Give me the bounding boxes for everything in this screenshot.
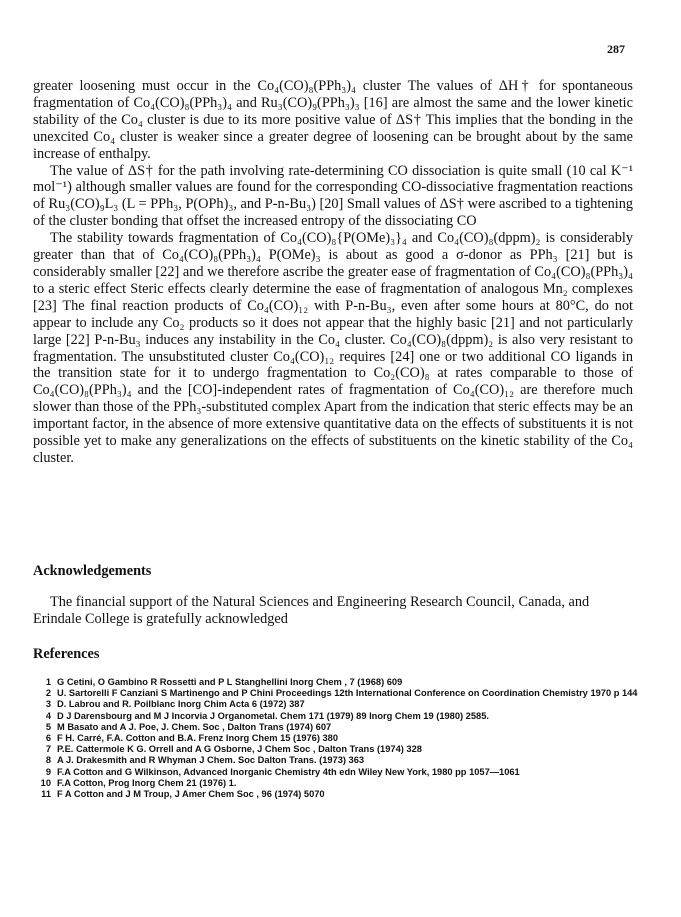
- reference-number: 1: [45, 677, 51, 687]
- reference-number: 9: [45, 766, 51, 777]
- reference-number: 11: [41, 789, 51, 800]
- reference-text: U. Sartorelli F Canziani S Martinengo and P Chini Proceedings 12th International Conference on Coordination Chemistry 1970 p 144: [57, 688, 638, 699]
- reference-text: F H. Carré, F.A. Cotton and B.A. Frenz Inorg Chem 15 (1976) 380: [57, 733, 339, 744]
- reference-list: [33, 677, 645, 800]
- reference-text: G Cetini, O Gambino R Rossetti and P L Stanghellini Inorg Chem , 7 (1968) 609: [57, 677, 403, 687]
- reference-text: P.E. Cattermole K G. Orrell and A G Osborne, J Chem Soc , Dalton Trans (1974) 328: [57, 744, 422, 755]
- reference-item: [33, 778, 645, 789]
- acknowledgements-heading: Acknowledgements: [33, 563, 152, 579]
- reference-number: 4: [45, 710, 51, 721]
- reference-number: 3: [45, 699, 51, 710]
- reference-text: F A Cotton and J M Troup, J Amer Chem Soc , 96 (1974) 5070: [57, 789, 325, 800]
- reference-item: [33, 699, 645, 710]
- reference-text: F.A Cotton, Prog Inorg Chem 21 (1976) 1.: [57, 777, 237, 788]
- reference-number: 2: [45, 688, 51, 699]
- reference-text: D J Darensbourg and M J Incorvia J Organometal. Chem 171 (1979) 89 Inorg Chem 19 (1980) 2585.: [57, 710, 489, 721]
- paragraph-1: greater loosening must occur in the Co₄(CO)₈(PPh₃)₄ cluster The values of ΔH† for spontaneous fragmentation of Co₄(CO)₈(PPh₃)₄ and Ru₃(CO)₉(PPh₃)₃ [16] are almost the same and the lower kinetic stability of the Co₄ cluster is due to its more positive value of ΔS† This implies that the bonding in the unexcited Co₄ cluster is weaker since a greater degree of loosening can be brought about by the same increase of enthalpy.: [33, 78, 633, 162]
- reference-item: [33, 688, 645, 699]
- reference-number: 5: [45, 721, 51, 732]
- reference-text: D. Labrou and R. Poilblanc Inorg Chim Acta 6 (1972) 387: [57, 699, 305, 710]
- reference-item: [33, 744, 645, 755]
- reference-text: A J. Drakesmith and R Whyman J Chem. Soc Dalton Trans. (1973) 363: [57, 755, 365, 766]
- reference-number: 7: [45, 744, 51, 755]
- reference-text: F.A Cotton and G Wilkinson, Advanced Inorganic Chemistry 4th edn Wiley New York, 1980 pp 1057—1061: [57, 766, 520, 777]
- reference-number: 10: [40, 777, 51, 788]
- references-heading: References: [33, 646, 100, 662]
- paragraph-3: The stability towards fragmentation of Co₄(CO)₈{P(OMe)₃}₄ and Co₄(CO)₈(dppm)₂ is considerably greater than that of Co₄(CO)₈(PPh₃)₄ P(OMe)₃ is about as good a σ-donor as PPh₃ [21] but is considerably smaller [22] and we therefore ascribe the greater ease of fragmentation of Co₄(CO)₈(PPh₃)₄ to a steric effect Steric effects clearly determine the ease of fragmentation of analogous Mn₂ complexes [23] The final reaction products of Co₄(CO)₁₂ with P-n-Bu₃, even after some hours at 80°C, do not appear to include any Co₂ products so it does not appear that the highly basic [21] and not particularly large [22] P-n-Bu₃ induces any instability in the Co₄ cluster. Co₄(CO)₈(dppm)₂ is also very resistant to fragmentation. The unsubstituted cluster Co₄(CO)₁₂ requires [24] one or two additional CO ligands in the transition state for it to undergo fragmentation to Co₂(CO)₈ at rates comparable to those of Co₄(CO)₈(PPh₃)₄ and the [CO]-independent rates of fragmentation of Co₄(CO)₁₂ are therefore much slower than those of the PPh₃-substituted complex Apart from the indication that steric effects may be an important factor, in the absence of more extensive quantitative data on the effects of substituents it is not possible yet to make any generalizations on the effects of substituents on the kinetic stability of the Co₄ cluster.: [33, 230, 633, 466]
- reference-number: 6: [45, 733, 51, 744]
- reference-text: M Basato and A J. Poe, J. Chem. Soc , Dalton Trans (1974) 607: [57, 721, 332, 732]
- reference-item: [33, 711, 645, 722]
- acknowledgements-text: The financial support of the Natural Sciences and Engineering Research Council, Canada, and Erindale College is gratefully acknowledged: [33, 594, 590, 627]
- page-number: 287: [607, 42, 625, 56]
- reference-item: [33, 722, 645, 733]
- reference-item: [33, 755, 645, 766]
- body-text: [33, 78, 633, 467]
- paragraph-2: The value of ΔS† for the path involving rate-determining CO dissociation is quite small (10 cal K⁻¹ mol⁻¹) although smaller values are found for the corresponding CO-dissociative fragmentation reactions of Ru₃(CO)₉L₃ (L = PPh₃, P(OPh)₃, and P-n-Bu₃) [20] Small values of ΔS† were ascribed to a tightening of the cluster bonding that offset the increased entropy of the dissociating CO: [33, 162, 633, 230]
- reference-item: [33, 789, 645, 800]
- reference-number: 8: [45, 755, 51, 766]
- reference-item: [33, 677, 645, 688]
- reference-item: [33, 733, 645, 744]
- reference-item: [33, 767, 645, 778]
